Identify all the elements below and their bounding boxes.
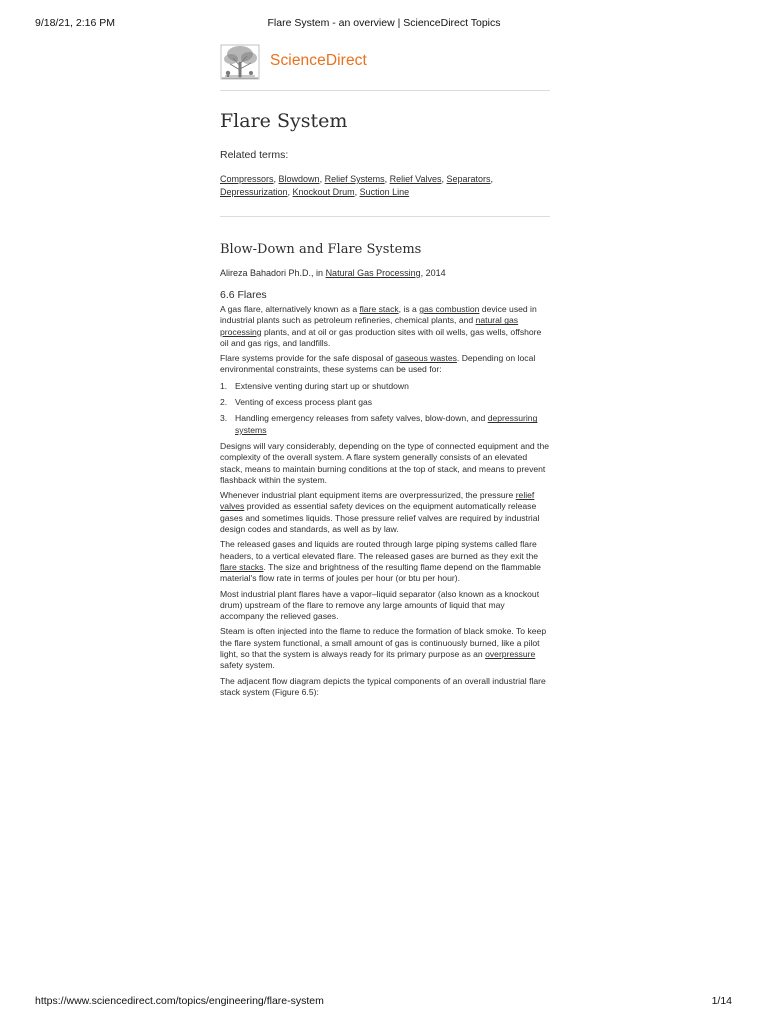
section-title: Blow-Down and Flare Systems: [220, 242, 422, 257]
paragraph: The released gases and liquids are routed through large piping systems called flare headers, to a vertical elevated flare. The released gases are burned as they exit the flare stacks. The size and brightness of the resulting flame depend on the flammable material's flow rate in terms of joules per hour (or btu per hour).: [220, 539, 541, 584]
related-term-link[interactable]: Relief Valves: [389, 174, 442, 184]
print-timestamp: 9/18/21, 2:16 PM: [35, 17, 115, 29]
divider: [220, 90, 550, 91]
page-number: 1/14: [711, 995, 732, 1007]
topic-link[interactable]: gaseous wastes: [395, 353, 457, 364]
topic-link[interactable]: gas combustion: [419, 304, 480, 314]
related-term-link[interactable]: Knockout Drum: [292, 186, 355, 197]
byline: [220, 267, 550, 279]
paragraph: Steam is often injected into the flame to reduce the formation of black smoke. To keep the flare system functional, a small amount of gas is continuously burned, like a pilot light, so that the system is always ready for its primary purpose as an overpressure safety system.: [220, 626, 547, 671]
topic-link[interactable]: overpressure: [485, 649, 536, 660]
paragraph: The adjacent flow diagram depicts the typical components of an overall industrial flare stack system (Figure 6.5):: [220, 675, 546, 697]
print-page-title: Flare System - an overview | ScienceDirect Topics: [267, 17, 501, 29]
related-term-link[interactable]: Suction Line: [359, 186, 410, 197]
brand-logo-text[interactable]: ScienceDirect: [270, 52, 367, 69]
related-terms-list: Compressors, Blowdown, Relief Systems, Relief Valves, Separators, Depressurization, Knockout Drum, Suction Line: [220, 174, 494, 197]
list-item: 1. Extensive venting during start up or shutdown: [220, 380, 409, 391]
subsection-heading: 6.6 Flares: [220, 289, 267, 301]
print-header: [0, 0, 768, 30]
elsevier-tree-icon: [220, 44, 260, 80]
print-url: https://www.sciencedirect.com/topics/engineering/flare-system: [35, 995, 324, 1007]
paragraph: A gas flare, alternatively known as a flare stack, is a gas combustion device used in industrial plants such as petroleum refineries, chemical plants, and natural gas processing plants, and at oil or gas production sites with oil wells, gas wells, offshore oil and gas rigs, and landfills.: [220, 304, 542, 348]
topic-link[interactable]: depressuring systems: [235, 413, 538, 435]
list-item: 3. Handling emergency releases from safety valves, blow-down, and depressuring systems: [220, 413, 538, 435]
topic-link[interactable]: flare stacks: [220, 561, 264, 572]
related-term-link[interactable]: Relief Systems: [324, 174, 385, 184]
related-term-link[interactable]: Separators: [446, 174, 491, 184]
related-terms-label: Related terms:: [220, 149, 289, 161]
paragraph: Whenever industrial plant equipment items are overpressurized, the pressure relief valves provided as essential safety devices on the equipment automatically release gases and sometimes liquids. Those pressure relief valves are required by industrial design codes and standards, as well as by law.: [220, 490, 540, 535]
page-title: Flare System: [220, 110, 348, 132]
brand-header: [220, 42, 550, 84]
paragraph: Designs will vary considerably, depending on the type of connected equipment and the complexity of the overall system. A flare system generally consists of an elevated stack, means to maintain burning conditions at the top of stack, and means to prevent flashback within the system.: [220, 440, 549, 485]
paragraph: Most industrial plant flares have a vapor–liquid separator (also known as a knockout drum) upstream of the flare to remove any large amounts of liquid that may accompany the relieved gases.: [220, 588, 540, 622]
related-term-link[interactable]: Blowdown: [278, 174, 320, 184]
numbered-list: [220, 381, 550, 436]
topic-link[interactable]: natural gas processing: [220, 315, 519, 337]
book-link[interactable]: Natural Gas Processing: [325, 268, 421, 278]
topic-link[interactable]: flare stack: [359, 304, 399, 314]
list-item: 2. Venting of excess process plant gas: [220, 397, 373, 408]
article-content: [220, 42, 550, 698]
topic-link[interactable]: relief valves: [220, 490, 535, 512]
print-footer: [0, 995, 768, 1015]
byline-author: Alireza Bahadori Ph.D., in: [220, 268, 326, 278]
related-term-link[interactable]: Depressurization: [220, 186, 288, 197]
byline-year: , 2014: [420, 268, 446, 278]
divider: [220, 216, 550, 217]
paragraph: Flare systems provide for the safe disposal of gaseous wastes. Depending on local environmental constraints, these systems can be used for:: [220, 353, 536, 375]
related-term-link[interactable]: Compressors: [220, 174, 274, 184]
